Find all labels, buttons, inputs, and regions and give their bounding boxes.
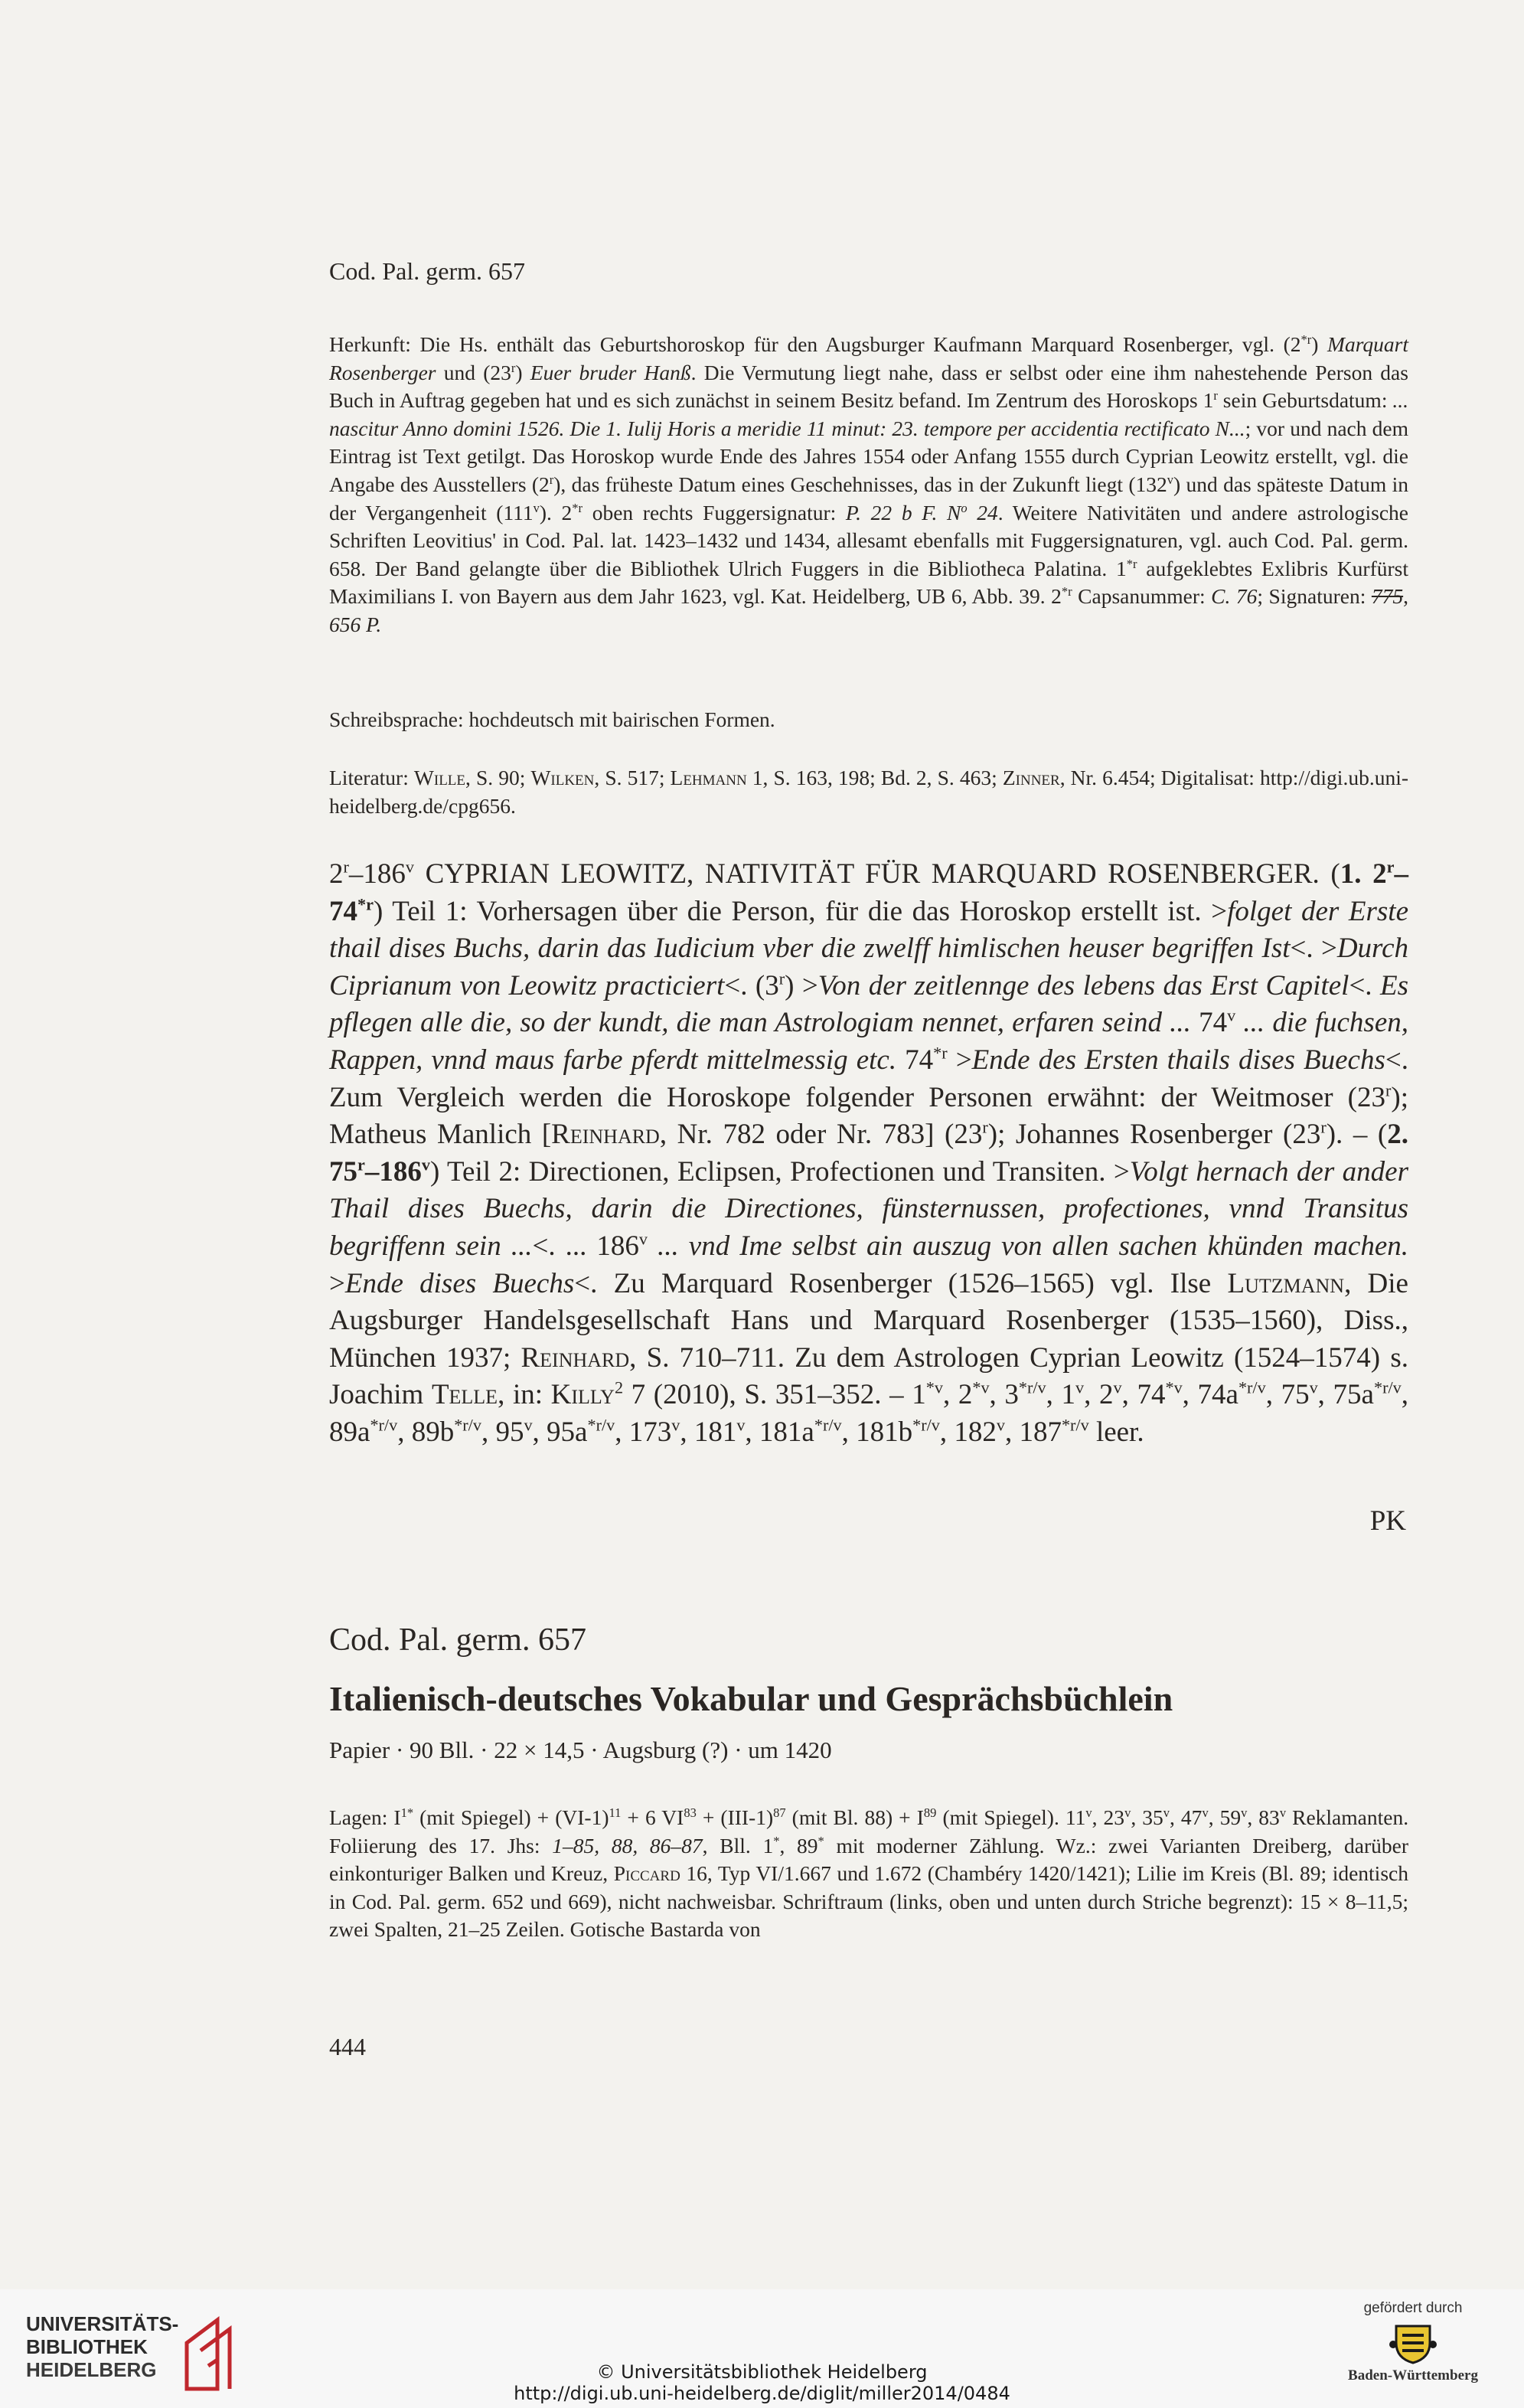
sponsor-block: [1329, 2300, 1497, 2384]
literature-paragraph: Literatur: Wille, S. 90; Wilken, S. 517; Lehmann 1, S. 163, 198; Bd. 2, S. 463; Zinner, Nr. 6.454; Digitalisat: http://digi.ub.uni-heidelberg.de/cpg656.: [329, 766, 1408, 818]
writing-language: Schreibsprache: hochdeutsch mit bairischen Formen.: [329, 707, 775, 731]
collation-paragraph: Lagen: $I^{1*}$ (mit Spiegel) + $(VI-1)^{11} + 6$ $VI^{83} + (III-1)^{87}$ (mit Bl. $88) + I^{89}$ (mit Spiegel). 11$^v$, 23$^v$, 35$^v$, 47$^v$, 59$^v$, 83$^v$ Reklamanten. Foliierung des 17. Jhs: 1–85, 88, 86–87, Bll. 1*, 89* mit moderner Zählung. Wz.: zwei Varianten Dreiberg, darüber einkonturiger Balken und Kreuz, Piccard 16, Typ VI/1.667 und 1.672 (Chambéry 1420/1421); Lilie im Kreis (Bl. 89; identisch in Cod. Pal. germ. 652 und 669), nicht nachweisbar. Schriftraum (links, oben und unten durch Striche begrenzt): 15 × 8–11,5; zwei Spalten, 21–25 Zeilen. Gotische Bastarda von: [329, 1805, 1409, 1942]
manuscript-metadata: Papier · 90 Bll. · 22 × 14,5 · Augsburg (?) · um 1420: [329, 1737, 832, 1763]
shelfmark-heading: Cod. Pal. germ. 657: [329, 1622, 586, 1658]
copyright-notice: [0, 2361, 1524, 2404]
page-number: 444: [329, 2033, 366, 2060]
content-description: 2$^r$–186$^v$ CYPRIAN LEOWITZ, NATIVITÄT FÜR MARQUARD ROSENBERGER. (1. 2$^r$–74$^{*r}$) Teil 1: Vorhersagen über die Person, für die das Horoskop erstellt ist. >folget der Erste thail dises Buchs, darin das Iudicium vber die zwelff himlischen heuser begriffen Ist<. >Durch Ciprianum von Leowitz practiciert<. $(3^r) >Von$ der zeitlennge des lebens das Erst Capitel<. Es pflegen alle die, so der kundt, die man Astrologiam nennet, erfaren seind ... 74$^v$ ... die fuchsen, Rappen, vnnd maus farbe pferdt mittelmessig etc. $74^{*r}$ >Ende des Ersten thails dises Buechs<. Zum Vergleich werden die Horoskope folgender Personen erwähnt: der Weitmoser (23$^r$); Matheus Manlich [Reinhard, Nr. 782 oder Nr. 783] (23$^r$); Johannes Rosenberger (23$^r$). – (2. 75$^r$–186$^v$) Teil 2: Directionen, Eclipsen, Profectionen und Transiten. >Volgt hernach der ander Thail dises Buechs, darin die Directiones, fünsternussen, profectiones, vnnd Transitus begriffenn sein ...<. ... 186$^v$ ... vnd Ime selbst ain auszug von allen sachen khünden machen. >Ende dises Buechs<. Zu Marquard Rosenberger (1526–1565) vgl. Ilse Lutzmann, Die Augsburger Handelsgesellschaft Hans und Marquard Rosenberger (1535–1560), Diss., München 1937; Reinhard, S. 710–711. Zu dem Astrologen Cyprian Leowitz (1524–1574) s. Joachim Telle, in: Killy$^2$ 7 (2010), S. 351–352. – 1$^{*v}$, 2$^{*v}$, $3^{*r/v}$, 1$^v$, 2$^v$, 74$^{*v}$, $74a^{*r/v}$, 75$^v$, $75a^{*r/v}$, $89a^{*r/v}$, $89b^{*r/v}$, 95$^v$, $95a^{*r/v}$, 173$^v$, 181$^v$, $181a^{*r/v}$, $181b^{*r/v}$, 182$^v$, $187^{*r/v}$ leer.: [329, 857, 1409, 1448]
copyright-text: © Universitätsbibliothek Heidelberg: [596, 2361, 928, 2383]
author-initials: PK: [1369, 1505, 1406, 1537]
library-name: UNIVERSITÄTS- BIBLIOTHEK HEIDELBERG: [26, 2312, 179, 2381]
state-crest-icon: [1389, 2321, 1438, 2364]
sponsor-name: Baden-Württemberg: [1348, 2367, 1478, 2383]
running-head: Cod. Pal. germ. 657: [329, 257, 525, 285]
manuscript-title: Italienisch-deutsches Vokabular und Gesprächsbüchlein: [329, 1679, 1173, 1718]
provenance-paragraph: Herkunft: Die Hs. enthält das Geburtshoroskop für den Augsburger Kaufmann Marquard Rosenberger, vgl. (2$^{*r}$) Marquart Rosenberger und (23$^r$) Euer bruder Hanß. Die Vermutung liegt nahe, dass er selbst oder eine ihm nahestehende Person das Buch in Auftrag gegeben hat und es sich zunächst in seinem Besitz befand. Im Zentrum des Horoskops 1$^r$ sein Geburtsdatum: ... nascitur Anno domini 1526. Die 1. Iulij Horis a meridie 11 minut: 23. tempore per accidentia rectificato N...; vor und nach dem Eintrag ist Text getilgt. Das Horoskop wurde Ende des Jahres 1554 oder Anfang 1555 durch Cyprian Leowitz erstellt, vgl. die Angabe des Ausstellers (2$^r$), das früheste Datum eines Geschehnisses, das in der Zukunft liegt (132$^v$) und das späteste Datum in der Vergangenheit (111$^v$). 2$^{*r}$ oben rechts Fuggersignatur: P. 22 b F. $N^o$ 24. Weitere Nativitäten und andere astrologische Schriften Leovitius' in Cod. Pal. lat. 1423–1432 und 1434, allesamt ebenfalls mit Fuggersignaturen, vgl. auch Cod. Pal. germ. 658. Der Band gelangte über die Bibliothek Ulrich Fuggers in die Bibliotheca Palatina. 1$^{*r}$ aufgeklebtes Exlibris Kurfürst Maximilians I. von Bayern aus dem Jahr 1623, vgl. Kat. Heidelberg, UB 6, Abb. 39. 2$^{*r}$ Capsanummer: C. 76; Signaturen: 775, 656 P.: [329, 332, 1408, 636]
permalink[interactable]: http://digi.ub.uni-heidelberg.de/diglit/miller2014/0484: [514, 2383, 1010, 2404]
sponsor-label: gefördert durch: [1363, 2300, 1463, 2316]
